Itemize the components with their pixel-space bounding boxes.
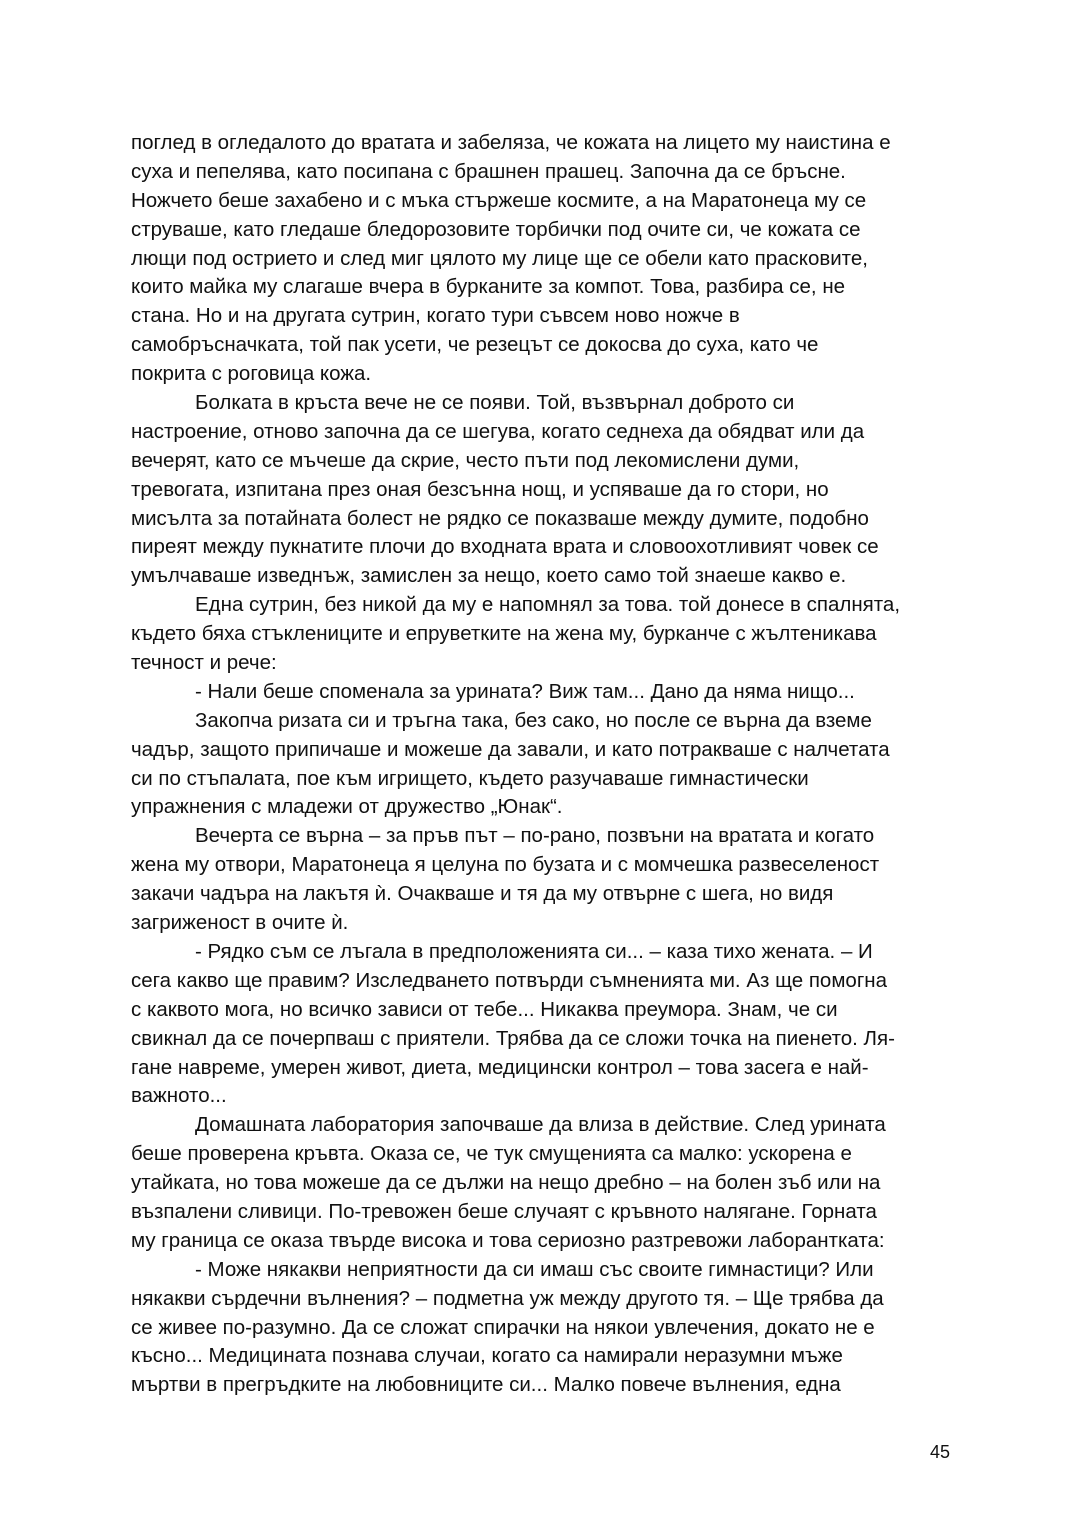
- text-line: суха и пепелява, като посипана с брашнен прашец. Започна да се бръсне.: [131, 159, 846, 183]
- text-line: самобръсначката, той пак усети, че резецът се докосва до суха, като че: [131, 333, 819, 357]
- text-line: покрита с роговица кожа.: [131, 362, 372, 386]
- text-line: където бяха стъклениците и епруветките на жена му, бурканче с жълтеникава: [131, 622, 877, 646]
- text-line: умълчаваше изведнъж, замислен за нещо, което само той знаеше какво е.: [131, 564, 847, 588]
- text-line: късно... Медицината познава случаи, когато са намирали неразумни мъже: [131, 1344, 843, 1368]
- text-line: утайката, но това можеше да се дължи на нещо дребно – на болен зъб или на: [131, 1171, 881, 1195]
- paragraph-start-line: Една сутрин, без никой да му е напомнял за това. той донесе в спалнята,: [195, 593, 901, 617]
- paragraph-start-line: Домашната лаборатория започваше да влиза в действие. След урината: [195, 1113, 886, 1137]
- text-line: струваше, като гледаше бледорозовите торбички под очите си, че кожата се: [131, 217, 861, 241]
- text-line: Ножчето беше захабено и с мъка стържеше космите, а на Маратонеца му се: [131, 188, 867, 212]
- text-line: загриженост в очите ѝ.: [131, 911, 349, 935]
- text-line: закачи чадъра на лакътя ѝ. Очакваше и тя да му отвърне с шега, но видя: [131, 882, 834, 906]
- text-line: тревогата, изпитана през оная безсънна нощ, и успяваше да го стори, но: [131, 477, 829, 501]
- text-line: свикнал да се почерпваш с приятели. Трябва да се сложи точка на пиенето. Ля-: [131, 1026, 895, 1050]
- text-line: пиреят между пукнатите плочи до входната врата и словоохотливият човек се: [131, 535, 879, 559]
- paragraph-start-line: Вечерта се върна – за пръв път – по-рано, позвъни на вратата и когато: [195, 824, 875, 848]
- text-line: гане навреме, умерен живот, диета, медицински контрол – това засега е най-: [131, 1055, 869, 1079]
- text-line: вечерят, като се мъчеше да скрие, често пъти под лекомислени думи,: [131, 448, 800, 472]
- text-line: мъртви в прегръдките на любовниците си... Малко повече вълнения, една: [131, 1373, 841, 1397]
- text-line: важното...: [131, 1084, 227, 1108]
- text-line: мисълта за потайната болест не рядко се показваше между думите, подобно: [131, 506, 869, 530]
- dialogue-line: - Може някакви неприятности да си имаш със своите гимнастици? Или: [195, 1257, 874, 1281]
- text-line: настроение, отново започна да се шегува, когато седнеха да обядват или да: [131, 419, 865, 443]
- paragraph-start-line: Болката в кръста вече не се появи. Той, възвърнал доброто си: [195, 391, 795, 415]
- text-line: с каквото мога, но всичко зависи от тебе... Никаква преумора. Знам, че си: [131, 997, 838, 1021]
- text-line: се живее по-разумно. Да се сложат спирачки на някои увлечения, докато не е: [131, 1315, 875, 1339]
- text-line: лющи под острието и след миг цялото му лице ще се обели като прасковите,: [131, 246, 868, 270]
- text-line: които майка му слагаше вчера в бурканите за компот. Това, разбира се, не: [131, 275, 846, 299]
- page-number: 45: [930, 1442, 951, 1462]
- text-line: беше проверена кръвта. Оказа се, че тук смущенията са малко: ускорена е: [131, 1142, 852, 1166]
- text-line: сега какво ще правим? Изследването потвърди съмненията ми. Аз ще помогна: [131, 968, 888, 992]
- text-line: възпалени сливици. По-тревожен беше случаят с кръвното налягане. Горната: [131, 1199, 877, 1223]
- text-line: си по стъпалата, пое към игрището, където разучаваше гимнастически: [131, 766, 809, 790]
- text-line: му граница се оказа твърде висока и това сериозно разтревожи лаборантката:: [131, 1228, 885, 1252]
- dialogue-line: - Рядко съм се лъгала в предположенията си... – каза тихо жената. – И: [195, 939, 873, 963]
- text-line: поглед в огледалото до вратата и забеляза, че кожата на лицето му наистина е: [131, 131, 891, 154]
- text-line: течност и рече:: [131, 651, 277, 675]
- text-line: жена му отвори, Маратонеца я целуна по бузата и с момчешка развеселеност: [131, 853, 880, 877]
- paragraph-start-line: Закопча ризата си и тръгна така, без сако, но после се върна да вземе: [195, 708, 872, 732]
- text-line: някакви сърдечни вълнения? – подметна уж между другото тя. – Ще трябва да: [131, 1286, 884, 1310]
- text-line: упражнения с младежи от дружество „Юнак“.: [131, 795, 563, 819]
- text-line: стана. Но и на другата сутрин, когато тури съвсем ново ножче в: [131, 304, 740, 328]
- body-text: [131, 129, 951, 1400]
- text-line: чадър, защото припичаше и можеше да завали, и като потракваше с налчетата: [131, 737, 890, 761]
- dialogue-line: - Нали беше споменала за урината? Виж там... Дано да няма нищо...: [195, 679, 855, 703]
